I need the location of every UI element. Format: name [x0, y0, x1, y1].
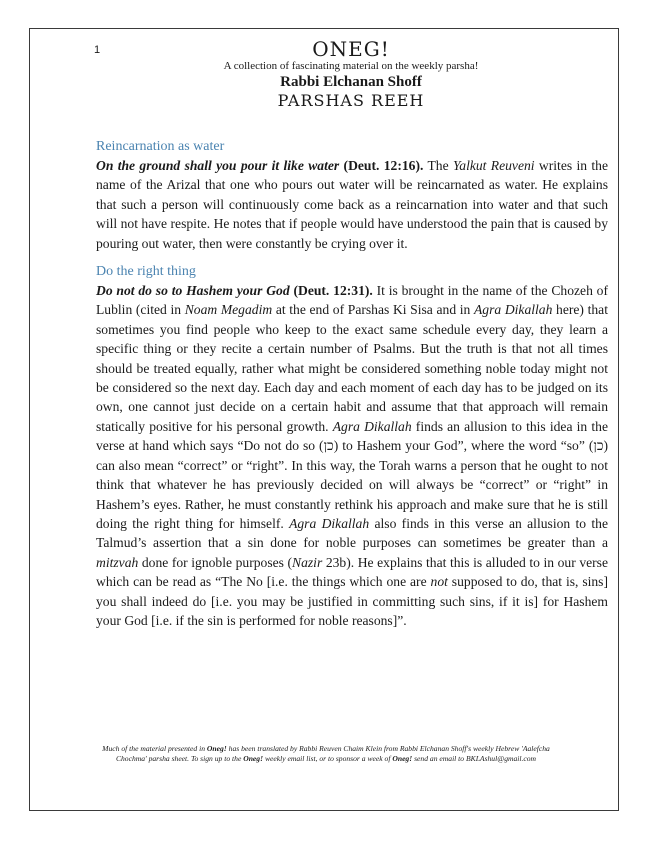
- parsha-name: PARSHAS REEH: [277, 91, 425, 110]
- text-run: done for ignoble purposes (: [138, 554, 293, 570]
- section-heading: Reincarnation as water: [96, 139, 225, 154]
- italic-run: Nazir: [292, 554, 323, 570]
- text-run: has been translated by Rabbi Reuven Chaim Klein from Rabbi Elchanan Shoff's weekly Hebrew 'Aalefcha Chochma' parsha sheet. To sign up to the: [115, 744, 550, 763]
- text-run: supposed to do, that is, sins] you shall indeed do [i.e. you may be justified in committing such sins, if it is] for Hashem your God [i.e. if the sin is performed for noble reasons]”.: [96, 574, 608, 628]
- text-run: finds an allusion to this idea in the verse at hand which says “Do not do so (כן) to Hashem your God”, where the word “so” (כן) can also mean “correct” or “right”. In this way, the Torah warns a person that he ought to not think that whatever he has previously decided on will always be “correct” or “right” in Hashem’s eyes. Rather, he must constantly rethink his approach and make sure that he is still doing the right thing for himself.: [96, 418, 608, 531]
- text-run: The: [423, 158, 453, 173]
- article-section: [96, 137, 608, 253]
- text-run: It is brought in the name of the Chozeh of Lublin (cited in: [96, 283, 609, 318]
- text-run: Much of the material presented in: [102, 744, 207, 753]
- italic-run: mitzvah: [96, 554, 139, 570]
- section-paragraph: [96, 156, 608, 253]
- verse-quote: On the ground shall you pour it like water: [96, 158, 340, 173]
- text-run: writes in the name of the Arizal that one who pours out water will be reincarnated as water. He explains that such a person will continuously come back as a reincarnation into water and that such will not have respite. He notes that if people would have understood the pain that is caused by pouring out water, then were constantly be crying over it.: [96, 158, 608, 251]
- article-section: [96, 262, 608, 630]
- bold-run: Oneg!: [243, 753, 264, 763]
- italic-run: Yalkut Reuveni: [452, 158, 535, 173]
- section-heading: Do the right thing: [96, 264, 196, 280]
- verse-citation: (Deut. 12:31).: [293, 283, 373, 299]
- bold-run: Oneg!: [392, 753, 413, 763]
- verse-quote: Do not do so to Hashem your God: [96, 283, 290, 299]
- italic-run: Agra Dikallah: [289, 515, 370, 531]
- article-content: [96, 137, 608, 630]
- text-run: at the end of Parshas Ki Sisa and in: [272, 302, 474, 318]
- page-number: 1: [94, 44, 101, 56]
- text-run: 23b). He explains that this is alluded to in our verse which can be read as “The No [i.e. the things which one are: [96, 554, 608, 590]
- footer-note: [96, 744, 556, 763]
- text-run: here) that sometimes you find people who keep to the exact same schedule every day, they learn a specific thing or they recite a certain number of Psalms. But the truth is that not all times should be treated equally, rather what might be considered something noble today might not be considered so the next day. Each day and each moment of each day has to be judged on its own, one cannot just decide on a certain habit and assume that that approach will remain statically positive for his personal growth.: [96, 302, 608, 434]
- newsletter-subtitle: A collection of fascinating material on the weekly parsha!: [223, 60, 479, 72]
- section-paragraph: [96, 281, 608, 630]
- text-run: send an email to BKLAshul@gmail.com: [412, 753, 537, 763]
- bold-run: Oneg!: [206, 744, 227, 753]
- verse-citation: (Deut. 12:16).: [343, 158, 424, 173]
- italic-run: not: [430, 574, 448, 590]
- author-name: Rabbi Elchanan Shoff: [280, 74, 422, 90]
- italic-run: Agra Dikallah: [332, 418, 412, 434]
- section-body: [96, 283, 608, 628]
- italic-run: Noam Megadim: [184, 302, 273, 318]
- text-run: also finds in this verse an allusion to the Talmud’s assertion that a sin done for noble purposes can sometimes be greater than a: [96, 515, 608, 551]
- newsletter-title: ONEG!: [312, 37, 390, 61]
- page-header: [96, 38, 606, 110]
- text-run: weekly email list, or to sponsor a week of: [263, 753, 393, 763]
- italic-run: Agra Dikallah: [473, 302, 553, 318]
